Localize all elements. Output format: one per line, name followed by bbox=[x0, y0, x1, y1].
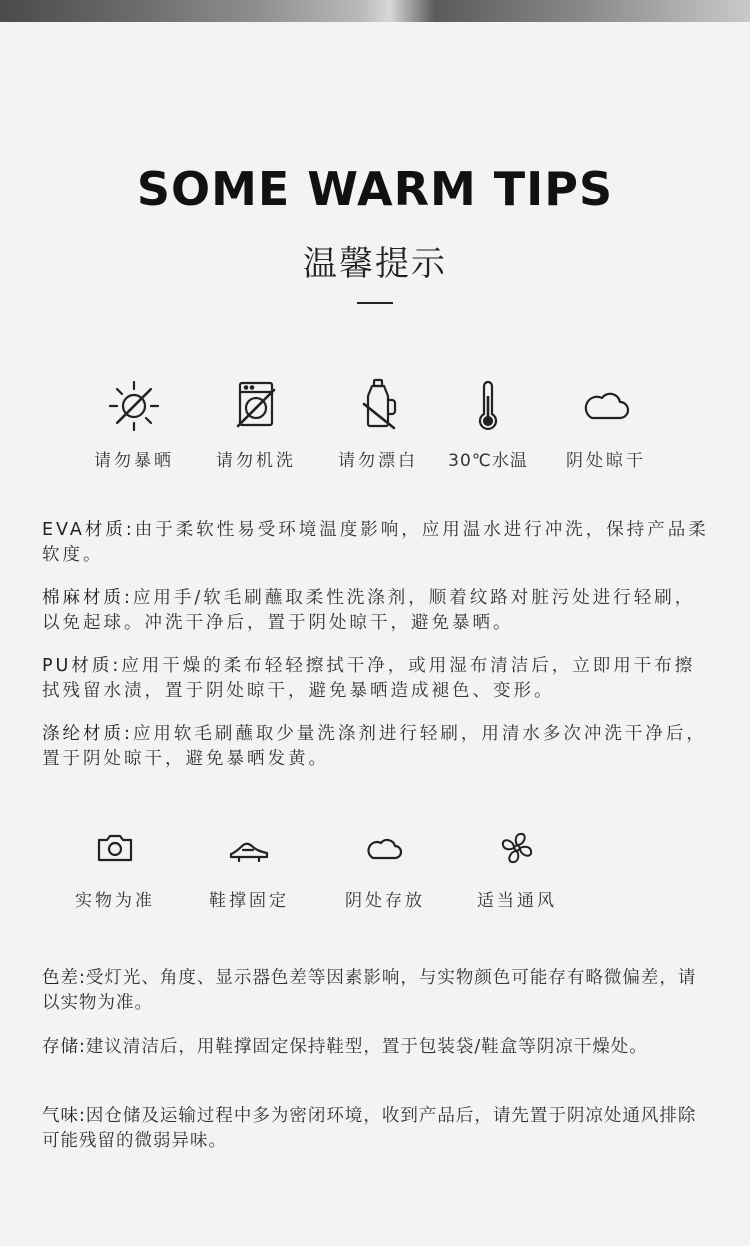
camera-icon bbox=[93, 826, 137, 870]
note-key: 色差: bbox=[42, 968, 86, 988]
care-label: 请勿暴晒 bbox=[94, 451, 174, 471]
info-item-real-object bbox=[62, 826, 168, 911]
note-text: 应用手/软毛刷蘸取柔性洗涤剂，顺着纹路对脏污处进行轻刷，以免起球。冲洗干净后，置于阴处晾干，避免暴晒。 bbox=[42, 588, 696, 633]
note-key: 存储: bbox=[42, 1037, 86, 1057]
note-color-difference bbox=[42, 966, 710, 1016]
info-label: 阴处存放 bbox=[345, 891, 425, 911]
fan-icon bbox=[495, 826, 539, 870]
info-item-shoe-tree bbox=[196, 826, 302, 911]
note-text: 建议清洁后，用鞋撑固定保持鞋型，置于包装袋/鞋盒等阴凉干燥处。 bbox=[85, 1037, 648, 1057]
note-text: 因仓储及运输过程中多为密闭环境，收到产品后，请先置于阴凉处通风排除可能残留的微弱异味。 bbox=[42, 1106, 697, 1151]
note-key: EVA材质: bbox=[42, 520, 135, 540]
care-item-no-bleach bbox=[326, 376, 430, 471]
note-text: 应用干燥的柔布轻轻擦拭干净，或用湿布清洁后，立即用干布擦拭残留水渍，置于阴处晾干，避免暴晒造成褪色、变形。 bbox=[42, 656, 696, 701]
info-label: 鞋撑固定 bbox=[209, 891, 289, 911]
no-bleach-icon bbox=[348, 376, 408, 436]
cloud-icon bbox=[576, 376, 636, 436]
note-text: 应用软毛刷蘸取少量洗涤剂进行轻刷，用清水多次冲洗干净后，置于阴处晾干，避免暴晒发黄。 bbox=[42, 724, 707, 769]
info-item-ventilate bbox=[464, 826, 570, 911]
info-label: 实物为准 bbox=[75, 891, 155, 911]
note-key: 涤纶材质: bbox=[42, 724, 133, 744]
cloud-icon bbox=[363, 826, 407, 870]
note-text: 受灯光、角度、显示器色差等因素影响，与实物颜色可能存有略微偏差，请以实物为准。 bbox=[42, 968, 697, 1013]
info-item-shade-store bbox=[332, 826, 438, 911]
note-storage bbox=[42, 1035, 710, 1060]
care-item-water-temp bbox=[438, 376, 538, 471]
care-item-no-sun bbox=[82, 376, 186, 471]
note-polyester bbox=[42, 722, 710, 772]
note-key: 棉麻材质: bbox=[42, 588, 133, 608]
note-text: 由于柔软性易受环境温度影响，应用温水进行冲洗，保持产品柔软度。 bbox=[42, 520, 709, 565]
note-key: PU材质: bbox=[42, 656, 122, 676]
care-label: 请勿机洗 bbox=[216, 451, 296, 471]
page-subtitle: 温馨提示 bbox=[303, 244, 447, 284]
note-eva bbox=[42, 518, 710, 568]
care-label: 请勿漂白 bbox=[338, 451, 418, 471]
top-photo-strip bbox=[0, 0, 750, 22]
no-machine-wash-icon bbox=[226, 376, 286, 436]
note-pu bbox=[42, 654, 710, 704]
no-sun-icon bbox=[104, 376, 164, 436]
thermometer-icon bbox=[458, 376, 518, 436]
care-item-no-machine-wash bbox=[204, 376, 308, 471]
note-cotton-linen bbox=[42, 586, 710, 636]
title-divider bbox=[357, 302, 393, 304]
info-label: 适当通风 bbox=[477, 891, 557, 911]
note-odor bbox=[42, 1104, 710, 1154]
care-item-shade-dry bbox=[554, 376, 658, 471]
note-key: 气味: bbox=[42, 1106, 86, 1126]
shoe-tree-icon bbox=[227, 826, 271, 870]
page-title: SOME WARM TIPS bbox=[136, 162, 614, 216]
care-label: 阴处晾干 bbox=[566, 451, 646, 471]
care-label: 30℃水温 bbox=[448, 451, 528, 471]
